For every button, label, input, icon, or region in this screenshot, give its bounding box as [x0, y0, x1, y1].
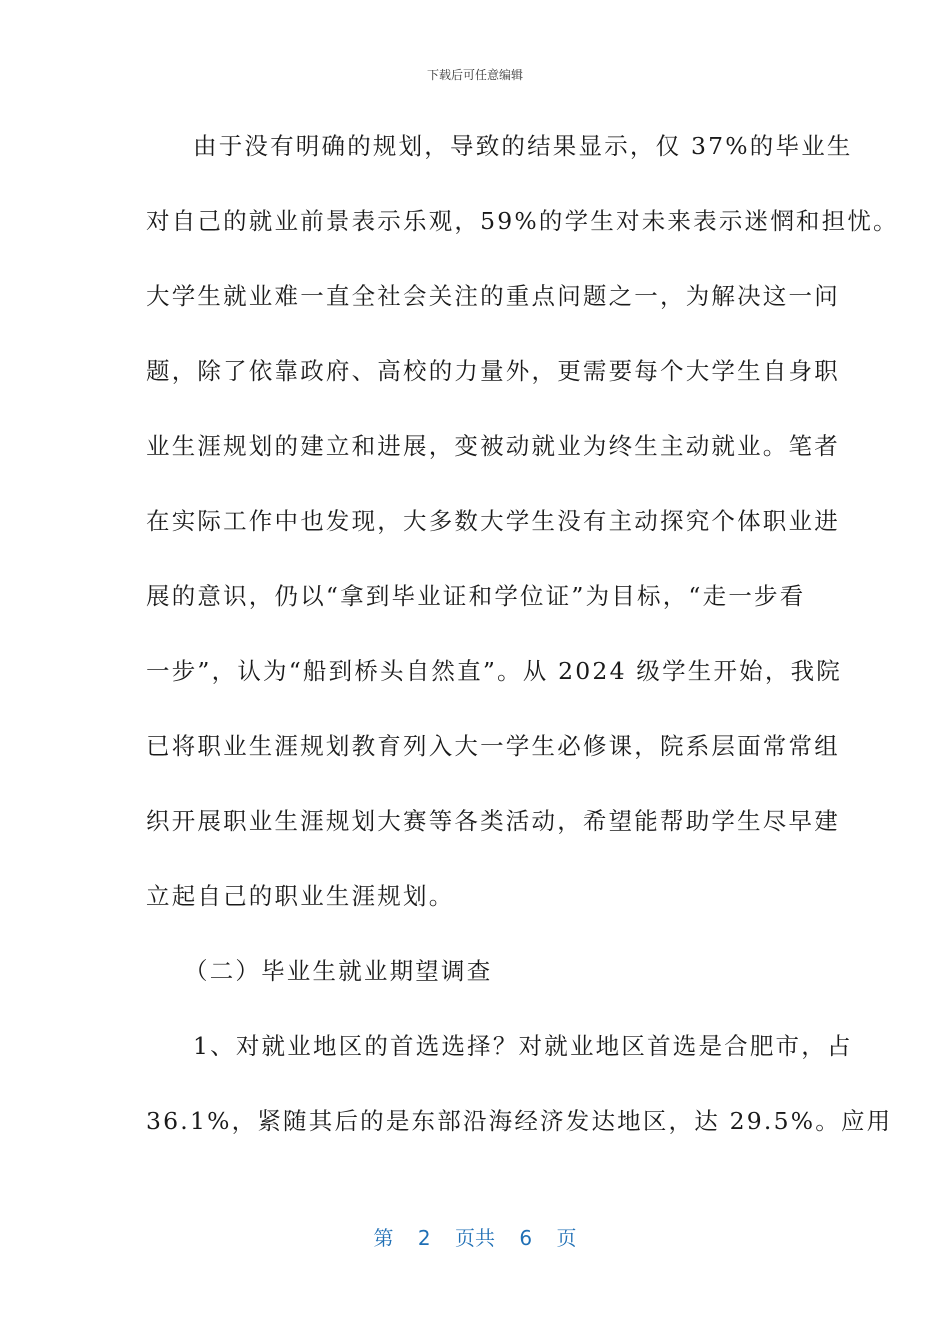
paragraph-line: 在实际工作中也发现，大多数大学生没有主动探究个体职业进	[146, 507, 840, 535]
paragraph-line: 业生涯规划的建立和进展，变被动就业为终生主动就业。笔者	[146, 432, 840, 460]
page-current: 2	[417, 1226, 431, 1250]
document-body	[146, 120, 899, 1170]
paragraph-line: 织开展职业生涯规划大赛等各类活动，希望能帮助学生尽早建	[146, 807, 840, 835]
paragraph-line: 1、对就业地区的首选选择？对就业地区首选是合肥市，占	[193, 1032, 853, 1060]
page-prefix: 第	[373, 1226, 394, 1250]
page-number-footer	[0, 1222, 950, 1251]
paragraph-line: 由于没有明确的规划，导致的结果显示，仅 37%的毕业生	[193, 132, 853, 160]
section-heading: （二）毕业生就业期望调查	[184, 957, 493, 985]
paragraph-line: 立起自己的职业生涯规划。	[146, 882, 455, 910]
paragraph-line: 36.1%，紧随其后的是东部沿海经济发达地区，达 29.5%。应用	[146, 1107, 893, 1135]
paragraph-line: 大学生就业难一直全社会关注的重点问题之一，为解决这一问	[146, 282, 840, 310]
paragraph-line: 一步”，认为“船到桥头自然直”。从 2024 级学生开始，我院	[146, 657, 842, 685]
paragraph-line: 展的意识，仍以“拿到毕业证和学位证”为目标，“走一步看	[146, 582, 806, 610]
paragraph-line: 对自己的就业前景表示乐观，59%的学生对未来表示迷惘和担忧。	[146, 207, 899, 235]
paragraph-line: 已将职业生涯规划教育列入大一学生必修课，院系层面常常组	[146, 732, 840, 760]
page-total: 6	[519, 1226, 533, 1250]
page-suffix: 页	[556, 1226, 577, 1250]
paragraph-line: 题，除了依靠政府、高校的力量外，更需要每个大学生自身职	[146, 357, 840, 385]
page-middle: 页共	[455, 1226, 495, 1250]
page-header-note: 下载后可任意编辑	[426, 68, 523, 82]
